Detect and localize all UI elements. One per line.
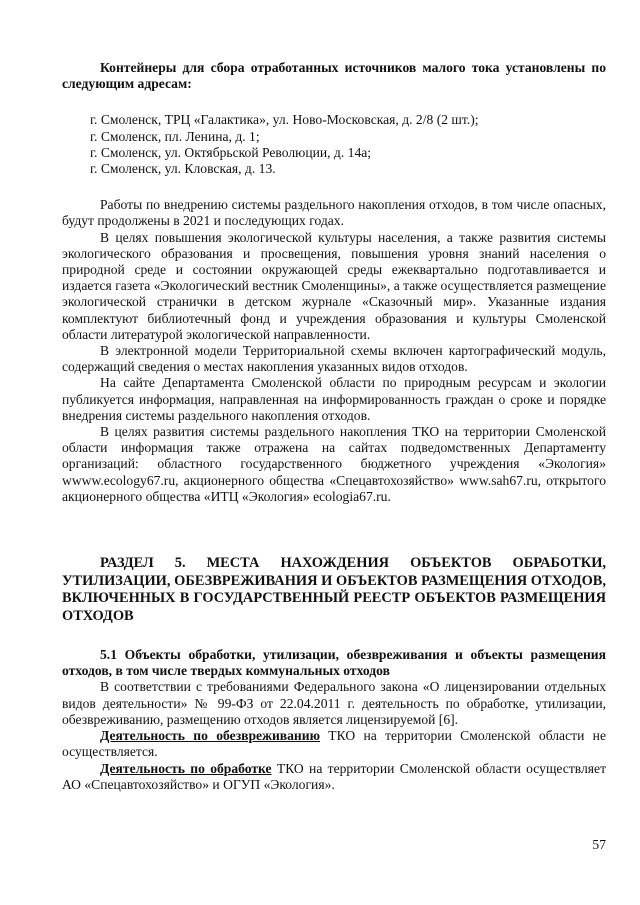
address-item: г. Смоленск, пл. Ленина, д. 1;: [90, 128, 260, 144]
address-item: г. Смоленск, ул. Октябрьской Революции, д. 14а;: [90, 144, 372, 160]
paragraph-organizations: В целях развития системы раздельного накопления ТКО на территории Смоленской области информация также отражена на сайтах подведомственных Департаменту организаций: областного государственного бюджетного учреждения «Экология» wwww.ecology67.ru, акционерного общества «Спецавтохозяйство» www.sah67.ru, открытого акционерного общества «ИТЦ «Экология» ecologia67.ru.: [62, 424, 606, 504]
paragraph-model: В электронной модели Территориальной схемы включен картографический модуль, содержащий сведения о местах накопления указанных видов отходов.: [62, 343, 606, 375]
paragraph-culture: В целях повышения экологической культуры населения, а также развития системы экологического образования и просвещения, повышения уровня знаний населения о природной среде и состоянии окружающей среды ежеквартально подготавливается и издается газета «Экологический вестник Смоленщины», а также осуществляется размещение экологической странички в детском журнале «Сказочный мир». Указанные издания комплектуют библиотечный фонд и учреждения образования и культуры Смоленской области литературой экологической направленности.: [62, 229, 606, 342]
paragraph-license: В соответствии с требованиями Федерального закона «О лицензировании отдельных видов деятельности» № 99-ФЗ от 22.04.2011 г. деятельность по обработке, утилизации, обезвреживанию, размещению отходов является лицензируемой [6].: [62, 679, 606, 727]
page-content: [62, 60, 606, 793]
neutralization-text: ТКО на территории Смоленской области не осуществляется.: [62, 728, 606, 760]
section-title: РАЗДЕЛ 5. МЕСТА НАХОЖДЕНИЯ ОБЪЕКТОВ ОБРАБОТКИ, УТИЛИЗАЦИИ, ОБЕЗВРЕЖИВАНИЯ И ОБЪЕКТОВ РАЗМЕЩЕНИЯ ОТХОДОВ, ВКЛЮЧЕННЫХ В ГОСУДАРСТВЕННЫЙ РЕЕСТР ОБЪЕКТОВ РАЗМЕЩЕНИЯ ОТХОДОВ: [62, 555, 606, 624]
paragraph-processing: [62, 761, 606, 793]
page-number: 57: [592, 837, 606, 852]
processing-text: ТКО на территории Смоленской области осуществляет АО «Спецавтохозяйство» и ОГУП «Экология».: [62, 760, 607, 792]
processing-label: Деятельность по обработке: [100, 760, 272, 776]
paragraph-website: На сайте Департамента Смоленской области по природным ресурсам и экологии публикуется информация, направленная на информированность граждан о сроке и порядке внедрения системы раздельного накопления отходов.: [62, 375, 606, 423]
neutralization-label: Деятельность по обезвреживанию: [100, 728, 320, 744]
paragraph-neutralization: [62, 728, 606, 760]
address-item: г. Смоленск, ТРЦ «Галактика», ул. Ново-Московская, д. 2/8 (2 шт.);: [90, 112, 479, 128]
address-item: г. Смоленск, ул. Кловская, д. 13.: [90, 161, 276, 177]
paragraph-works: Работы по внедрению системы раздельного накопления отходов, в том числе опасных, будут продолжены в 2021 и последующих годах.: [62, 197, 606, 229]
subsection-title: 5.1 Объекты обработки, утилизации, обезвреживания и объекты размещения отходов, в том числе твердых коммунальных отходов: [62, 647, 606, 679]
containers-heading: Контейнеры для сбора отработанных источников малого тока установлены по следующим адресам:: [62, 60, 606, 92]
address-list: [62, 112, 606, 177]
